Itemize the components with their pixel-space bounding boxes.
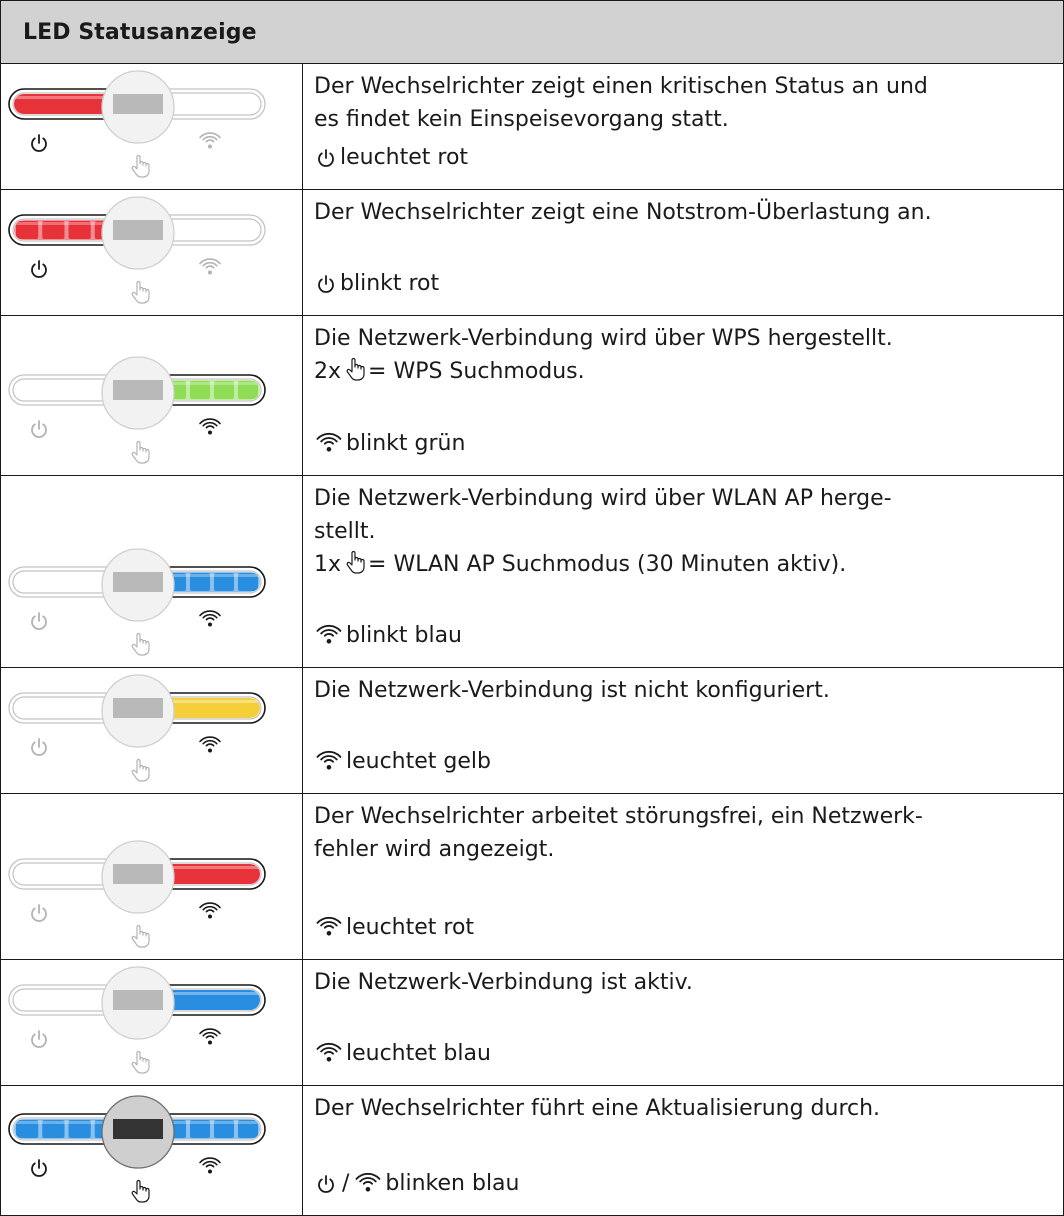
power-icon (314, 1168, 338, 1203)
description-line: Der Wechselrichter führt eine Aktualisierung durch. (314, 1096, 881, 1121)
wifi-icon (314, 1038, 344, 1073)
power-icon (32, 135, 46, 151)
description-line: Die Netzwerk-Verbindung ist nicht konfiguriert. (314, 678, 830, 703)
hand-press-icon (344, 549, 366, 585)
table-row (1, 960, 1063, 1086)
description-line: Die Netzwerk-Verbindung ist aktiv. (314, 970, 693, 995)
description-cell (314, 64, 1051, 189)
wifi-glyph (317, 434, 340, 452)
wifi-glyph (317, 1044, 340, 1062)
status-description (314, 800, 1051, 866)
led-illustration-cell (1, 190, 303, 315)
led-illustration-cell (1, 476, 303, 667)
led-panel-illustration (1, 542, 303, 668)
led-panel-illustration (1, 350, 303, 476)
led-status-line (314, 1168, 519, 1203)
led-status-line (314, 912, 474, 947)
press-count: 1x (314, 552, 342, 577)
hand-press-icon (132, 926, 149, 948)
hand-press-icon (132, 634, 149, 656)
description-cell (314, 316, 1051, 475)
right-led-segment (164, 220, 260, 240)
table-title: LED Statusanzeige (23, 19, 257, 45)
center-led-segment (113, 220, 163, 240)
led-panel-illustration (1, 64, 303, 190)
right-led-segment (164, 1119, 260, 1139)
led-illustration-cell (1, 794, 303, 959)
status-description (314, 966, 1051, 999)
center-led-segment (113, 864, 163, 884)
description-line: Die Netzwerk-Verbindung wird über WPS hergestellt. (314, 326, 893, 351)
hand-press-icon (344, 356, 366, 392)
wifi-icon (200, 133, 220, 148)
led-status-line (314, 746, 491, 781)
status-text: leuchtet gelb (346, 749, 491, 774)
hand-press-icon (132, 1181, 149, 1203)
power-icon (314, 268, 338, 303)
description-cell (314, 794, 1051, 959)
led-panel-illustration (1, 834, 303, 960)
center-led-segment (113, 94, 163, 114)
center-led-segment (113, 1119, 163, 1139)
led-status-line (314, 1038, 491, 1073)
power-icon (32, 261, 46, 277)
wifi-icon (314, 620, 344, 655)
status-text: leuchtet rot (346, 915, 475, 940)
table-row (1, 794, 1063, 960)
status-text: blinkt grün (346, 431, 466, 456)
hand-press-icon (132, 156, 149, 178)
power-glyph (319, 276, 333, 292)
power-icon (314, 142, 338, 177)
led-panel-illustration (1, 1089, 303, 1215)
status-text: blinkt rot (340, 271, 440, 296)
hand-press-icon (132, 760, 149, 782)
wifi-glyph (317, 918, 340, 936)
led-illustration-cell (1, 668, 303, 793)
status-description (314, 322, 1051, 392)
hand-press-icon (132, 282, 149, 304)
status-text: leuchtet blau (346, 1041, 491, 1066)
led-panel-illustration (1, 960, 303, 1086)
led-status-line (314, 428, 465, 463)
right-led-segment (164, 698, 260, 718)
right-led-segment (164, 572, 260, 592)
description-line: fehler wird angezeigt. (314, 837, 555, 862)
led-illustration-cell (1, 316, 303, 475)
hand-glyph (347, 359, 364, 381)
status-text: blinkt blau (346, 623, 462, 648)
description-line: Der Wechselrichter zeigt eine Notstrom-Überlastung an. (314, 200, 932, 225)
description-line: Der Wechselrichter arbeitet störungsfrei, ein Netzwerk- (314, 804, 923, 829)
wifi-glyph (317, 752, 340, 770)
led-illustration-cell (1, 1086, 303, 1215)
power-icon (32, 421, 46, 437)
table-row (1, 316, 1063, 476)
description-line: Der Wechselrichter zeigt einen kritischen Status an und (314, 74, 928, 99)
led-panel-illustration (1, 190, 303, 316)
status-description (314, 70, 1051, 136)
wifi-icon (200, 1029, 220, 1044)
right-led-segment (164, 380, 260, 400)
table-row (1, 668, 1063, 794)
status-description (314, 196, 1051, 229)
wifi-icon (200, 1158, 220, 1173)
status-description (314, 674, 1051, 707)
button-press-line (314, 548, 1051, 585)
description-line: Die Netzwerk-Verbindung wird über WLAN AP herge- (314, 486, 892, 511)
right-led-segment (164, 990, 260, 1010)
wifi-icon (353, 1168, 383, 1203)
center-led-segment (113, 990, 163, 1010)
description-cell (314, 1086, 1051, 1215)
led-panel-illustration (1, 668, 303, 794)
icon-separator: / (342, 1171, 350, 1196)
center-led-segment (113, 572, 163, 592)
button-press-line (314, 355, 1051, 392)
table-header (1, 1, 1063, 64)
table-row (1, 190, 1063, 316)
status-text: blinken blau (385, 1171, 520, 1196)
hand-press-icon (132, 442, 149, 464)
table-row (1, 1086, 1063, 1215)
press-count: 2x (314, 359, 342, 384)
table-row (1, 64, 1063, 190)
hand-glyph (347, 552, 364, 574)
wifi-icon (314, 746, 344, 781)
led-status-line (314, 620, 462, 655)
status-description (314, 482, 1051, 585)
hand-press-icon (132, 1052, 149, 1074)
table-row (1, 476, 1063, 668)
wifi-icon (200, 259, 220, 274)
status-text: leuchtet rot (340, 145, 469, 170)
wifi-glyph (317, 626, 340, 644)
description-cell (314, 668, 1051, 793)
power-icon (32, 1160, 46, 1176)
power-icon (32, 1031, 46, 1047)
description-cell (314, 190, 1051, 315)
power-icon (32, 739, 46, 755)
led-status-line (314, 142, 468, 177)
wifi-glyph (357, 1174, 380, 1192)
center-led-segment (113, 380, 163, 400)
status-description (314, 1092, 1051, 1125)
power-glyph (319, 150, 333, 166)
wifi-icon (314, 912, 344, 947)
wifi-icon (200, 611, 220, 626)
power-glyph (319, 1176, 333, 1192)
right-led-segment (164, 864, 260, 884)
description-cell (314, 476, 1051, 667)
wifi-icon (200, 903, 220, 918)
wifi-icon (200, 419, 220, 434)
power-icon (32, 613, 46, 629)
description-line: stellt. (314, 519, 376, 544)
led-illustration-cell (1, 960, 303, 1085)
right-led-segment (164, 94, 260, 114)
press-description: = WLAN AP Suchmodus (30 Minuten aktiv). (368, 552, 847, 577)
wifi-icon (314, 428, 344, 463)
led-illustration-cell (1, 64, 303, 189)
power-icon (32, 905, 46, 921)
description-line: es findet kein Einspeisevorgang statt. (314, 107, 729, 132)
wifi-icon (200, 737, 220, 752)
description-cell (314, 960, 1051, 1085)
press-description: = WPS Suchmodus. (368, 359, 585, 384)
led-status-line (314, 268, 439, 303)
center-led-segment (113, 698, 163, 718)
